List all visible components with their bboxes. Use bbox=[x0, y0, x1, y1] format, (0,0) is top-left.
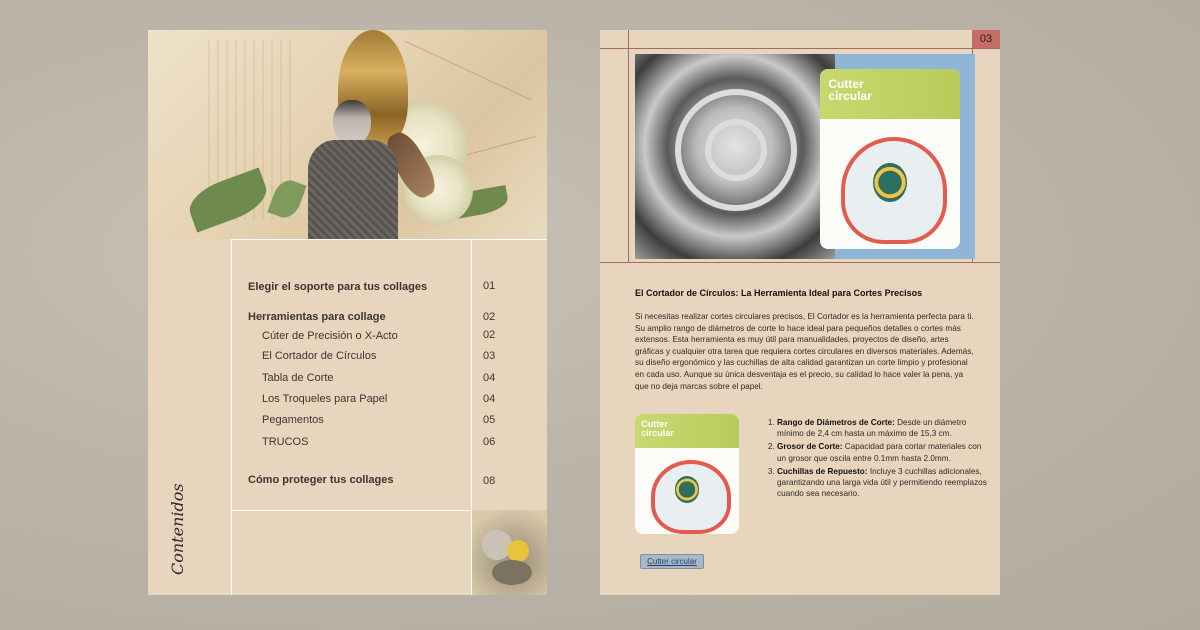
toc-page-number: 05 bbox=[483, 414, 496, 426]
cutter-package-thumb: Cutter circular bbox=[635, 414, 739, 534]
girl-photo bbox=[308, 100, 398, 239]
collage-thumbnail bbox=[472, 510, 547, 595]
left-page bbox=[148, 30, 547, 595]
product-photo bbox=[635, 54, 975, 259]
toc-page-number: 04 bbox=[483, 372, 496, 384]
cutter-package: Cutter circular bbox=[820, 69, 960, 249]
toc-item[interactable]: Los Troqueles para Papel bbox=[262, 393, 388, 405]
section-heading: El Cortador de Círculos: La Herramienta Ideal para Cortes Precisos bbox=[635, 288, 923, 298]
collage-image bbox=[148, 30, 547, 239]
toc-item[interactable]: Cómo proteger tus collages bbox=[248, 474, 394, 486]
feature-item: 3. Cuchillas de Repuesto: Incluye 3 cuchillas adicionales, garantizando una larga vida útil y permitiendo reemplazos cuando sea necesario. bbox=[777, 466, 987, 500]
product-link[interactable]: Cutter circular bbox=[640, 554, 704, 569]
frame-line bbox=[600, 262, 1000, 263]
toc-page-number: 02 bbox=[483, 329, 496, 341]
toc-item[interactable]: Pegamentos bbox=[262, 414, 324, 426]
frame-line bbox=[628, 30, 629, 262]
circle-cut-photo bbox=[635, 54, 835, 259]
toc-item[interactable]: Tabla de Corte bbox=[262, 372, 334, 384]
toc-item[interactable]: TRUCOS bbox=[262, 436, 309, 448]
paper-crack bbox=[404, 40, 531, 100]
toc-item[interactable]: Cúter de Precisión o X-Acto bbox=[262, 330, 398, 342]
toc-title: Contenidos bbox=[168, 483, 187, 575]
feature-item: 1. Rango de Diámetros de Corte: Desde un diámetro mínimo de 2,4 cm hasta un máximo de 15,3 cm. bbox=[777, 417, 987, 439]
toc-page-number: 01 bbox=[483, 280, 496, 292]
toc-page-number: 06 bbox=[483, 436, 496, 448]
right-page bbox=[600, 30, 1000, 595]
toc-page-number: 02 bbox=[483, 311, 496, 323]
divider bbox=[231, 239, 232, 595]
feature-item: 2. Grosor de Corte: Capacidad para cortar materiales con un grosor que oscila entre 0.1mm hasta 2.0mm. bbox=[777, 441, 987, 463]
toc-item[interactable]: Herramientas para collage bbox=[248, 311, 386, 323]
toc-item[interactable]: Elegir el soporte para tus collages bbox=[248, 281, 428, 293]
feature-list bbox=[765, 417, 987, 501]
toc-page-number: 08 bbox=[483, 475, 496, 487]
toc-page-number: 03 bbox=[483, 350, 496, 362]
page-number-badge: 03 bbox=[972, 30, 1000, 48]
frame-line bbox=[600, 48, 1000, 49]
toc-item[interactable]: El Cortador de Círculos bbox=[262, 350, 377, 362]
body-paragraph: Si necesitas realizar cortes circulares precisos, El Cortador es la herramienta perfecta para ti. Su amplio rango de diámetros de corte lo hace ideal para pequeños detalles o cortes más extensos. Esta herramienta es muy útil para manualidades, proyectos de diseño, artes gráficas y cualquier otra tarea que requiera cortes circulares en diversos materiales. Además, su diseño ergonómico y las cuchillas de alta calidad garantizan un corte limpio y profesional en cada uso. Aunque su única desventaja es el precio, su calidad lo hace valer la pena, ya que no deja marcas sobre el papel. bbox=[635, 312, 974, 391]
toc-page-number: 04 bbox=[483, 393, 496, 405]
divider bbox=[231, 239, 547, 240]
